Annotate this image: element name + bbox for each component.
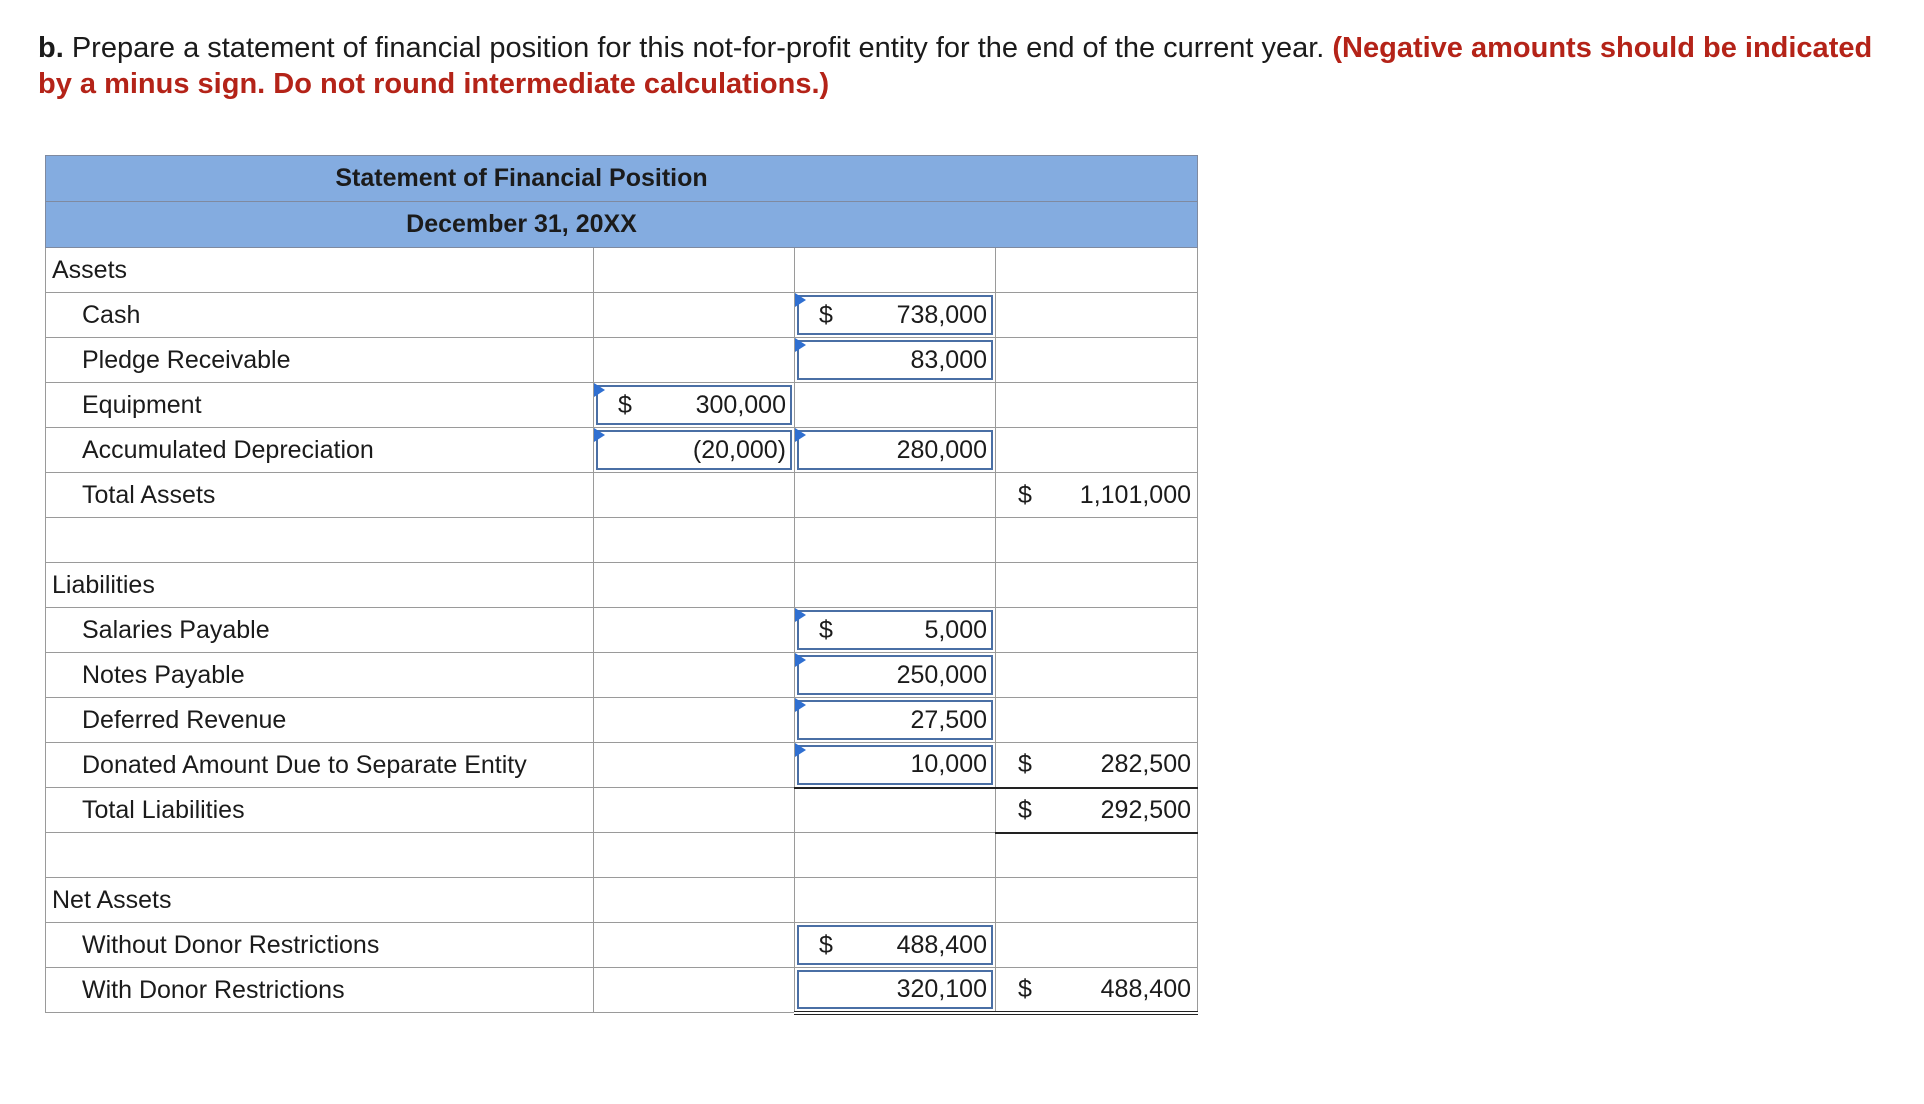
table-row [46,338,1198,383]
input-marker-icon [594,383,605,397]
equipment-input[interactable]: $ 300,000 [596,385,792,425]
salaries-input[interactable]: $ 5,000 [797,610,993,650]
notes-value: 250,000 [896,660,987,689]
deferred-input[interactable] [797,700,993,740]
input-marker-icon [795,698,806,712]
net-assets-heading: Net Assets [46,878,594,923]
table-row [46,608,1198,653]
donated-input-cell[interactable] [795,743,996,788]
pledge-input[interactable] [797,340,993,380]
table-row [46,563,1198,608]
table-row [46,788,1198,833]
total-liabilities-cell: $ 292,500 [996,788,1198,833]
salaries-input-cell[interactable] [795,608,996,653]
total-liabilities-value: 292,500 [1100,795,1192,824]
input-marker-icon [594,428,605,442]
net-equipment-input[interactable] [797,430,993,470]
equipment-input-cell[interactable] [594,383,795,428]
total-assets-cell: $ 1,101,000 [996,473,1198,518]
table-row [46,383,1198,428]
with-restrictions-input[interactable] [797,970,993,1009]
salaries-label: Salaries Payable [46,608,594,653]
accum-label: Accumulated Depreciation [46,428,594,473]
without-restrictions-input[interactable]: $ 488,400 [797,925,993,965]
input-marker-icon [795,653,806,667]
table-row [46,518,1198,563]
deferred-label: Deferred Revenue [46,698,594,743]
donated-label: Donated Amount Due to Separate Entity [46,743,594,788]
notes-input[interactable] [797,655,993,695]
salaries-value: 5,000 [924,615,987,644]
input-marker-icon [795,428,806,442]
table-title-row [46,156,1198,202]
statement-date: December 31, 20XX [406,210,637,238]
deferred-input-cell[interactable] [795,698,996,743]
table-row [46,248,1198,293]
table-row [46,293,1198,338]
net-equipment-input-cell[interactable] [795,428,996,473]
question-prompt [38,30,1898,102]
table-date-row [46,202,1198,248]
donated-input[interactable] [797,745,993,785]
total-assets-label: Total Assets [46,473,594,518]
with-restrictions-label: With Donor Restrictions [46,968,594,1013]
with-restrictions-value: 320,100 [896,974,987,1003]
with-restrictions-input-cell[interactable] [795,968,996,1013]
equipment-label: Equipment [46,383,594,428]
notes-label: Notes Payable [46,653,594,698]
table-row [46,653,1198,698]
input-marker-icon [795,293,806,307]
table-row [46,878,1198,923]
part-label: b. [38,32,64,64]
cash-label: Cash [46,293,594,338]
without-restrictions-value: 488,400 [896,930,987,959]
table-row [46,428,1198,473]
equipment-value: 300,000 [695,390,786,419]
without-restrictions-label: Without Donor Restrictions [46,923,594,968]
accum-value: (20,000) [692,435,786,464]
net-assets-total-value: 488,400 [1100,974,1192,1003]
pledge-input-cell[interactable] [795,338,996,383]
table-row [46,833,1198,878]
liabilities-subtotal-cell: $ 282,500 [996,743,1198,788]
input-marker-icon [795,608,806,622]
liabilities-subtotal-value: 282,500 [1100,750,1192,779]
pledge-label: Pledge Receivable [46,338,594,383]
net-assets-total-cell: $ 488,400 [996,968,1198,1013]
total-liabilities-label: Total Liabilities [46,788,594,833]
table-row [46,743,1198,788]
assets-heading: Assets [46,248,594,293]
input-marker-icon [795,338,806,352]
table-row [46,968,1198,1013]
net-equipment-value: 280,000 [896,435,987,464]
cash-input[interactable]: $ 738,000 [797,295,993,335]
financial-position-table [45,155,1198,1015]
table-row [46,923,1198,968]
total-assets-value: 1,101,000 [1079,480,1192,509]
input-marker-icon [795,743,806,757]
accum-input[interactable] [596,430,792,470]
donated-value: 10,000 [910,750,987,779]
prompt-text: Prepare a statement of financial position for this not-for-profit entity for the end of the current year. [63,32,1333,64]
liabilities-heading: Liabilities [46,563,594,608]
table-row [46,473,1198,518]
cash-input-cell[interactable] [795,293,996,338]
pledge-value: 83,000 [910,345,987,374]
deferred-value: 27,500 [910,705,987,734]
notes-input-cell[interactable] [795,653,996,698]
statement-title: Statement of Financial Position [335,164,708,192]
without-restrictions-input-cell[interactable] [795,923,996,968]
cash-value: 738,000 [896,300,987,329]
table-row [46,698,1198,743]
prompt-note: (Negative amounts should be indicated by a minus sign. Do not round intermediate calculations.) [38,32,1873,100]
accum-input-cell[interactable] [594,428,795,473]
